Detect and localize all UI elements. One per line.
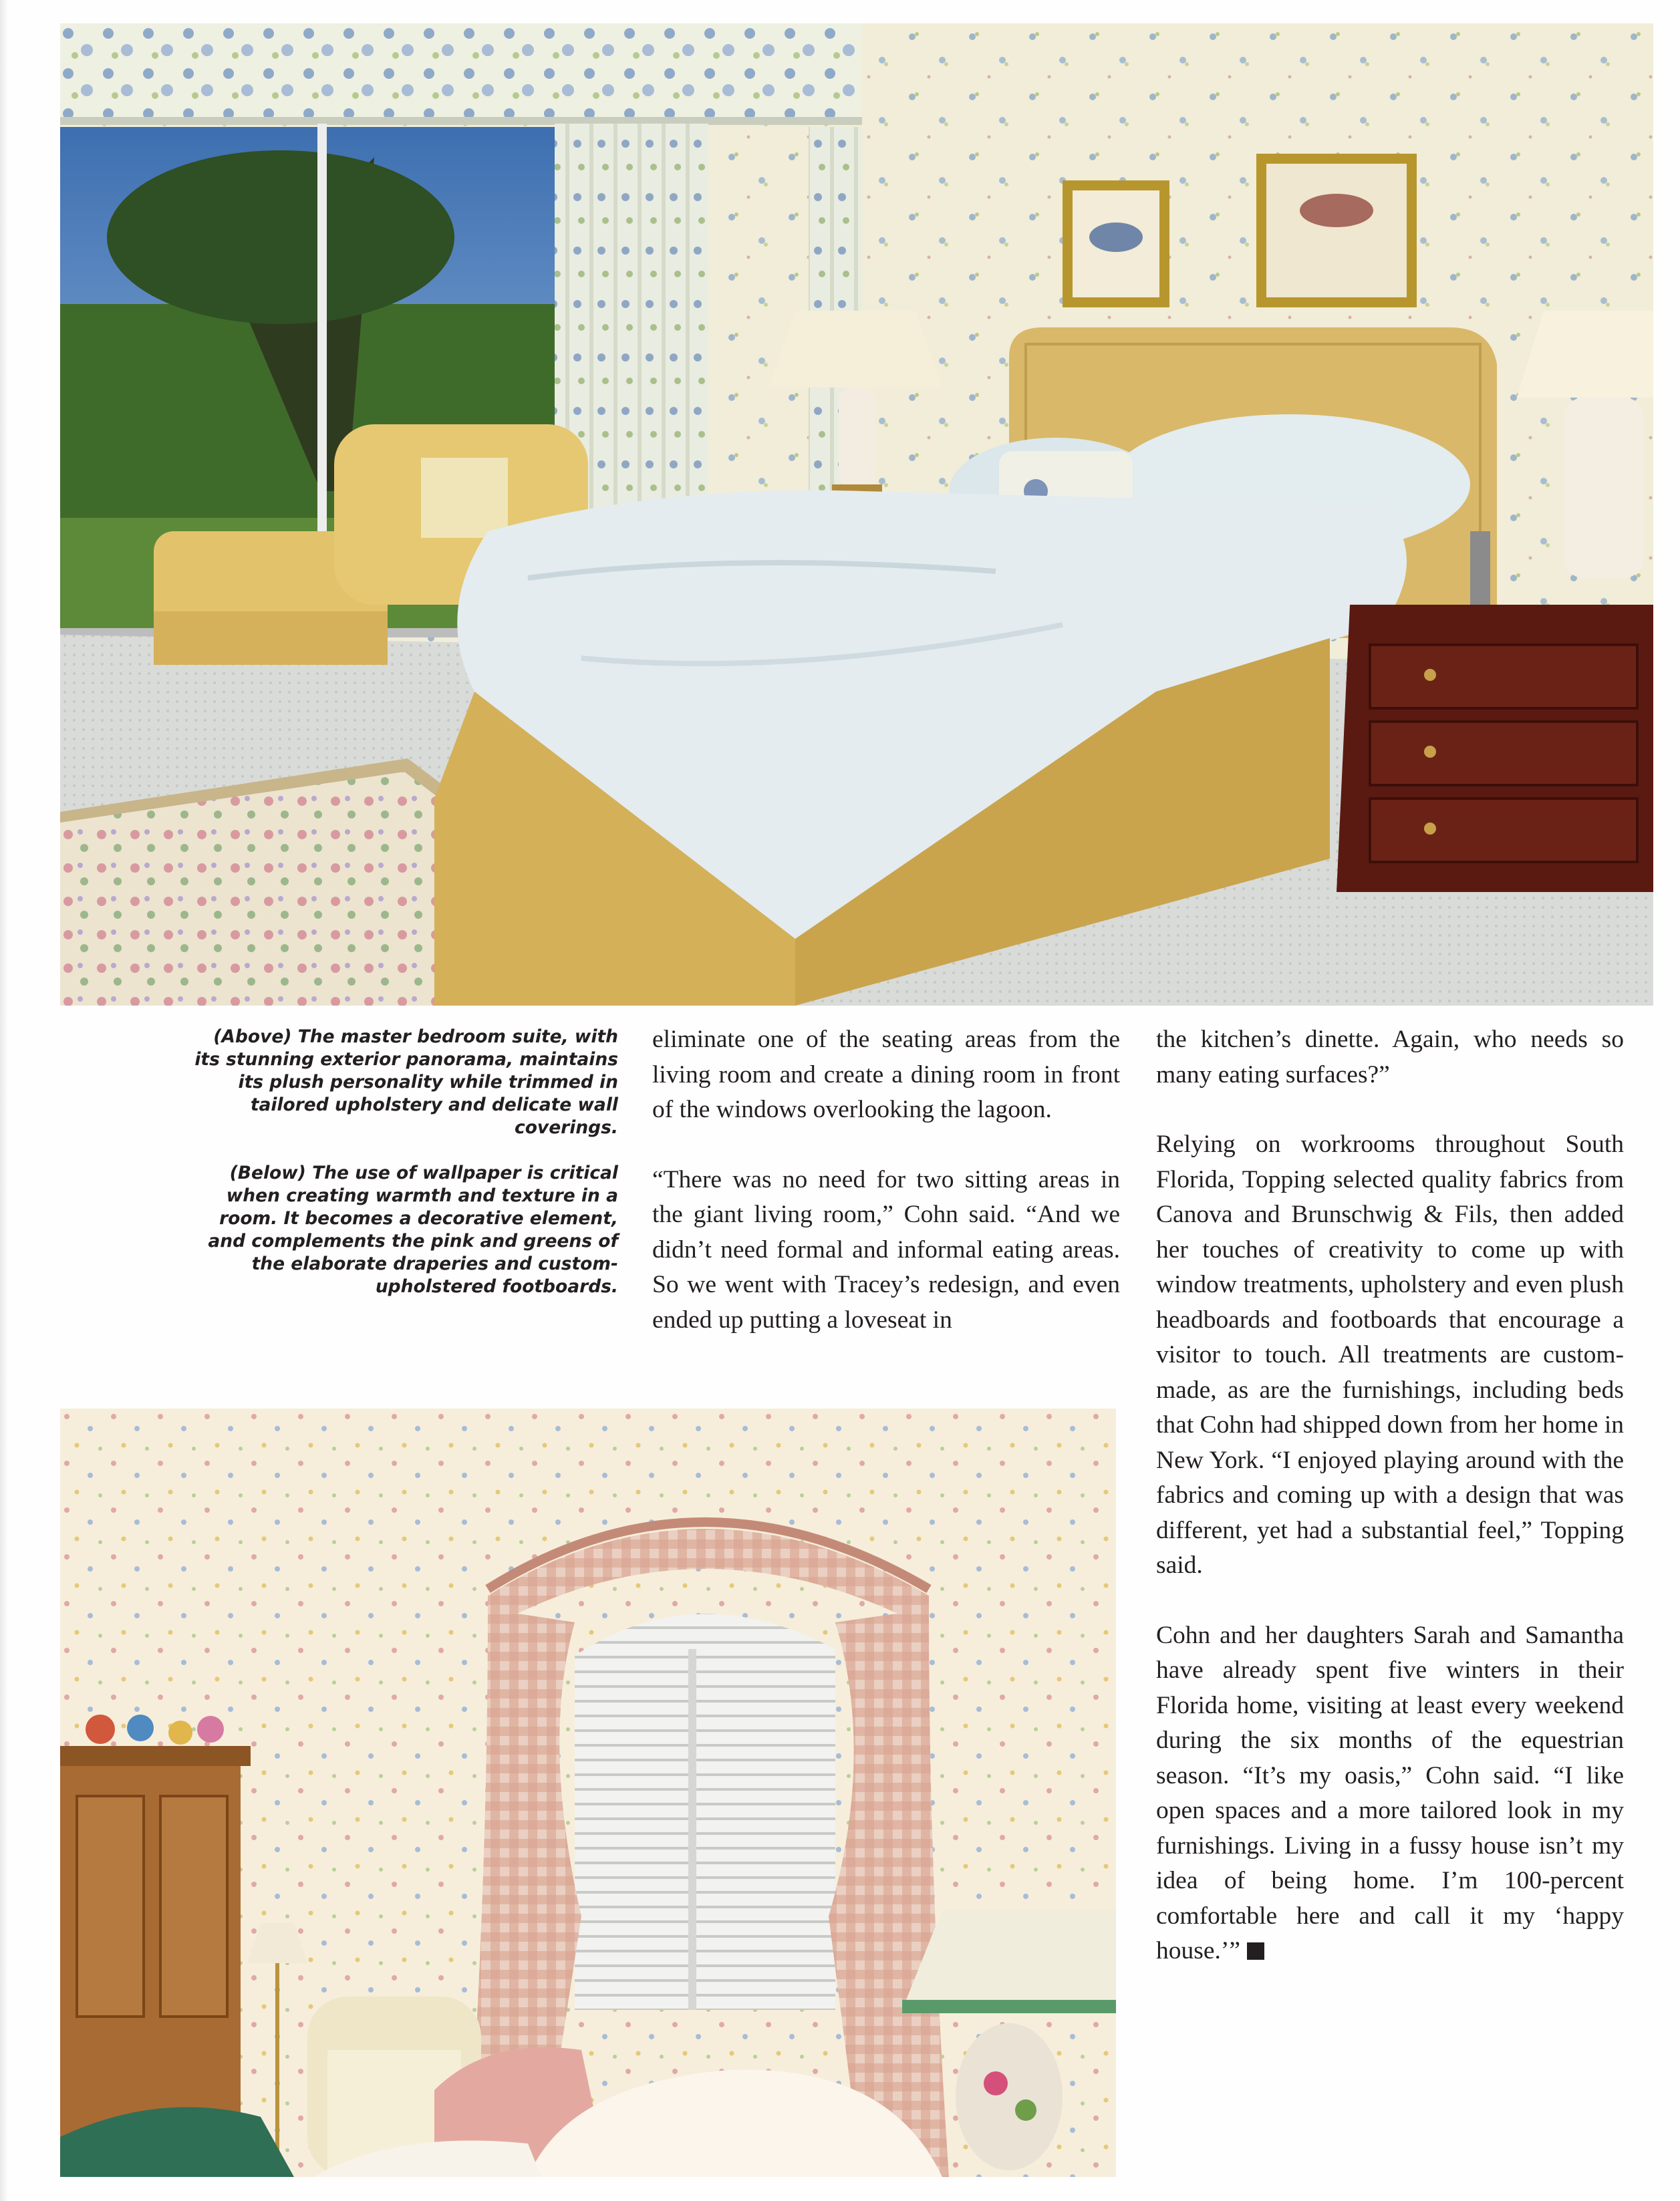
article-column-middle: [652, 1022, 1120, 1372]
caption-below: (Below) The use of wallpaper is critical when creating warmth and texture in a room. It becomes a decorative element, and complements the pink and greens of the elaborate draperies and custom-upholstered footboards.: [208, 1163, 618, 1297]
photo-captions: [187, 1026, 618, 1321]
body-paragraph: eliminate one of the seating areas from the living room and create a dining room in front of the windows overlooking the lagoon.: [652, 1026, 1120, 1123]
master-bedroom-illustration: [60, 23, 1653, 1006]
girls-bedroom-illustration: [60, 1409, 1116, 2177]
scan-edge: [0, 0, 8, 2201]
body-paragraph: Relying on workrooms throughout South Florida, Topping selected quality fabrics from Canova and Brunschwig & Fils, then added her touches of creativity to come up with window treatments, upholstery and even plush headboards and footboards that encourage a visitor to touch. All treatments are custom-made, as are the furnishings, including beds that Cohn had shipped down from her home in New York. “I enjoyed playing around with the fabrics and coming up with a design that was different, yet had a substantial feel,” Topping said.: [1156, 1131, 1624, 1579]
end-mark-icon: [1247, 1942, 1264, 1960]
article-column-right: [1156, 1022, 1624, 2004]
final-paragraph-text: Cohn and her daughters Sarah and Samantha have already spent five winters in their Florida home, visiting at least every weekend during the six months of the equestrian season. “It’s my oasis,” Cohn said. “I like open spaces and a more tailored look in my furnishings. Living in a fussy house isn’t my idea of being home. I’m 100-percent comfortable here and call it my ‘happy house.’”: [1156, 1621, 1624, 1964]
body-paragraph-final: [1156, 1618, 1624, 1969]
body-paragraph: “There was no need for two sitting areas in the giant living room,” Cohn said. “And we didn’t need formal and informal eating areas. So we went with Tracey’s redesign, and even ended up putting a loveseat in: [652, 1165, 1120, 1334]
girls-bedroom-photo: [60, 1409, 1116, 2177]
master-bedroom-photo: [60, 23, 1653, 1006]
caption-above: (Above) The master bedroom suite, with its stunning exterior panorama, maintains its plush personality while trimmed in tailored upholstery and delicate wall coverings.: [194, 1026, 618, 1138]
body-paragraph: the kitchen’s dinette. Again, who needs so many eating surfaces?”: [1156, 1026, 1624, 1088]
